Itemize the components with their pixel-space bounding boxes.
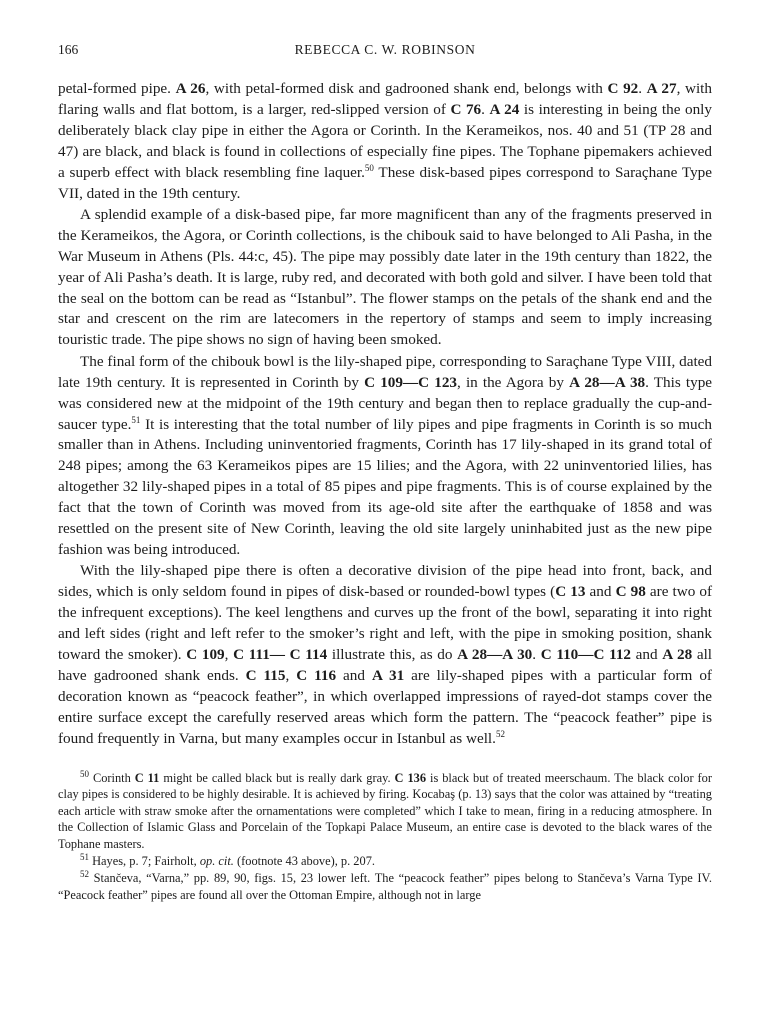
text-run: all have gadrooned shank ends. [58,645,713,684]
catalog-ref: C 13 [555,583,586,601]
text-run: . [638,80,647,97]
text-run: is interesting in being the only deliberately black clay pipe in either the Agora or Corinth. In the Kerameikos, nos. 40 and 51 (TP 28 and 47) are black, and black is found in collections of especially fine pipes. The Tophane pipemakers achieved a superb effect with black resembling fine laquer. [58,100,712,181]
footnote-52 [58,870,712,903]
paragraph-4 [58,561,712,749]
text-run: and [336,666,372,684]
catalog-ref: A 26 [175,80,206,97]
body-text [58,79,712,750]
footnotes [58,770,712,904]
catalog-ref: C 11 [134,770,160,785]
catalog-ref: C 110—C 112 [540,645,632,663]
page-number: 166 [58,42,79,57]
text-run: With the lily-shaped pipe there is often a decorative division of the pipe head into front, back, and sides, which is only seldom found in pipes of disk-based or rounded-bowl types ( [58,562,712,601]
note-reference: 50 [364,162,374,173]
text-run: petal-formed pipe. [58,80,176,97]
journal-page [58,38,712,1008]
catalog-ref: C 116 [296,666,337,684]
text-run: illustrate this, as do [327,645,458,663]
catalog-ref: C 109 [186,645,225,663]
catalog-ref: A 24 [489,100,520,118]
catalog-ref: C 115 [245,666,286,684]
catalog-ref: A 28—A 30 [457,645,533,663]
text-run: are two of the infrequent exceptions). The keel lengthens and curves up the front of the bowl, separating it into right and left sides (right and left refer to the smoker’s right and left, with the pipe in smoking position, shank toward the smoker). [58,583,713,663]
text-run: , [224,645,234,663]
paragraph-1 [58,79,712,204]
catalog-ref: C 76 [450,100,482,118]
note-reference: 51 [80,851,89,862]
text-run: Hayes, p. 7; Fairholt, [89,853,200,868]
catalog-ref: A 28—A 38 [569,373,646,391]
note-reference: 52 [495,728,505,739]
text-run: The final form of the chibouk bowl is the lily-shaped pipe, corresponding to Saraçhane Type VIII, dated late 19th century. It is represented in Corinth by [58,352,712,391]
text-run: Stančeva, “Varna,” pp. 89, 90, figs. 15, 23 lower left. The “peacock feather” pipes belong to Stančeva’s Varna Type IV. “Peacock feather” pipes are found all over the Ottoman Empire, although not in large [58,871,712,902]
text-run: and [585,583,616,601]
text-run: are lily-shaped pipes with a particular form of decoration known as “peacock feather”, in which overlapped impressions of rayed-dot stamps cover the entire surface except the carefully reserved areas which form the pattern. The “peacock feather” pipe is found frequently in Varna, but many examples occur in Istanbul as well. [58,666,712,747]
text-run: , with petal-formed disk and gadrooned shank end, belongs with [205,80,608,97]
note-reference: 51 [131,414,141,425]
catalog-ref: C 109—C 123 [364,373,458,391]
catalog-ref: A 27 [646,80,677,97]
text-run: might be called black but is really dark gray. [159,770,395,785]
text-run: Corinth [89,770,135,785]
text-run: . [532,645,541,663]
footnote-50 [58,770,712,853]
catalog-ref: A 28 [662,645,693,663]
running-head: REBECCA C. W. ROBINSON [294,42,476,57]
paragraph-2 [58,205,712,351]
catalog-ref: C 98 [615,583,646,601]
text-run: . [481,100,490,118]
catalog-ref: C 111— C 114 [233,645,328,663]
catalog-ref: C 136 [394,770,427,785]
catalog-ref: C 92 [607,80,639,97]
catalog-ref: A 31 [371,666,405,684]
note-reference: 52 [80,868,89,879]
text-run: (footnote 43 above), p. 207. [233,853,375,868]
note-reference: 50 [80,768,89,779]
text-run: op. cit. [199,853,234,868]
text-run: and [631,645,663,663]
text-run: A splendid example of a disk-based pipe, far more magnificent than any of the fragments preserved in the Kerameikos, the Agora, or Corinth collections, is the chibouk said to have belonged to Ali Pasha, in the War Museum in Athens (Pls. 44:c, 45). The pipe may possibly date later in the 19th century than 1822, the year of Ali Pasha’s death. It is large, ruby red, and decorated with both gold and silver. I have been told that the seal on the bottom can be read as “Istanbul”. The flower stamps on the petals of the shank end and the star and crescent on the rim are latecomers in the repertory of stamps and seem to imply increasing touristic trade. The pipe shows no sign of having been smoked. [58,205,712,349]
text-run: , with flaring walls and flat bottom, is a larger, red-slipped version of [58,80,712,118]
text-run: These disk-based pipes correspond to Saraçhane Type VII, dated in the 19th century. [58,163,712,202]
page-header [58,38,712,62]
text-run: , [285,666,297,684]
paragraph-3 [58,352,712,561]
footnote-51 [58,853,712,870]
text-run: is black but of treated meerschaum. The black color for clay pipes is considered to be highly desirable. It is achieved by firing. Kocabaş (p. 13) says that the color was attained by “treating each article with straw smoke after the ornamentations were completed” which I take to mean, firing in a reducing atmosphere. In the Collection of Islamic Glass and Porcelain of the Topkapi Palace Museum, an entire case is devoted to the black wares of the Tophane masters. [58,770,713,851]
text-run: . This type was considered new at the midpoint of the 19th century and began then to replace gradually the cup-and-saucer type. [58,373,713,433]
text-run: , in the Agora by [457,373,570,391]
text-run: It is interesting that the total number of lily pipes and pipe fragments in Corinth is so much smaller than in Athens. Including uninventoried fragments, Corinth has 17 lily-shaped in its grand total of 248 pipes; among the 63 Kerameikos pipes are 15 lilies; and the Agora, with 22 uninventoried lilies, has altogether 32 lily-shaped pipes in a total of 85 pipes and pipe fragments. This is of course explained by the fact that the town of Corinth was moved from its age-old site after the earthquake of 1858 and was resettled on the present site of New Corinth, leaving the old site largely uninhabited just as the new pipe fashion was being introduced. [58,415,712,558]
